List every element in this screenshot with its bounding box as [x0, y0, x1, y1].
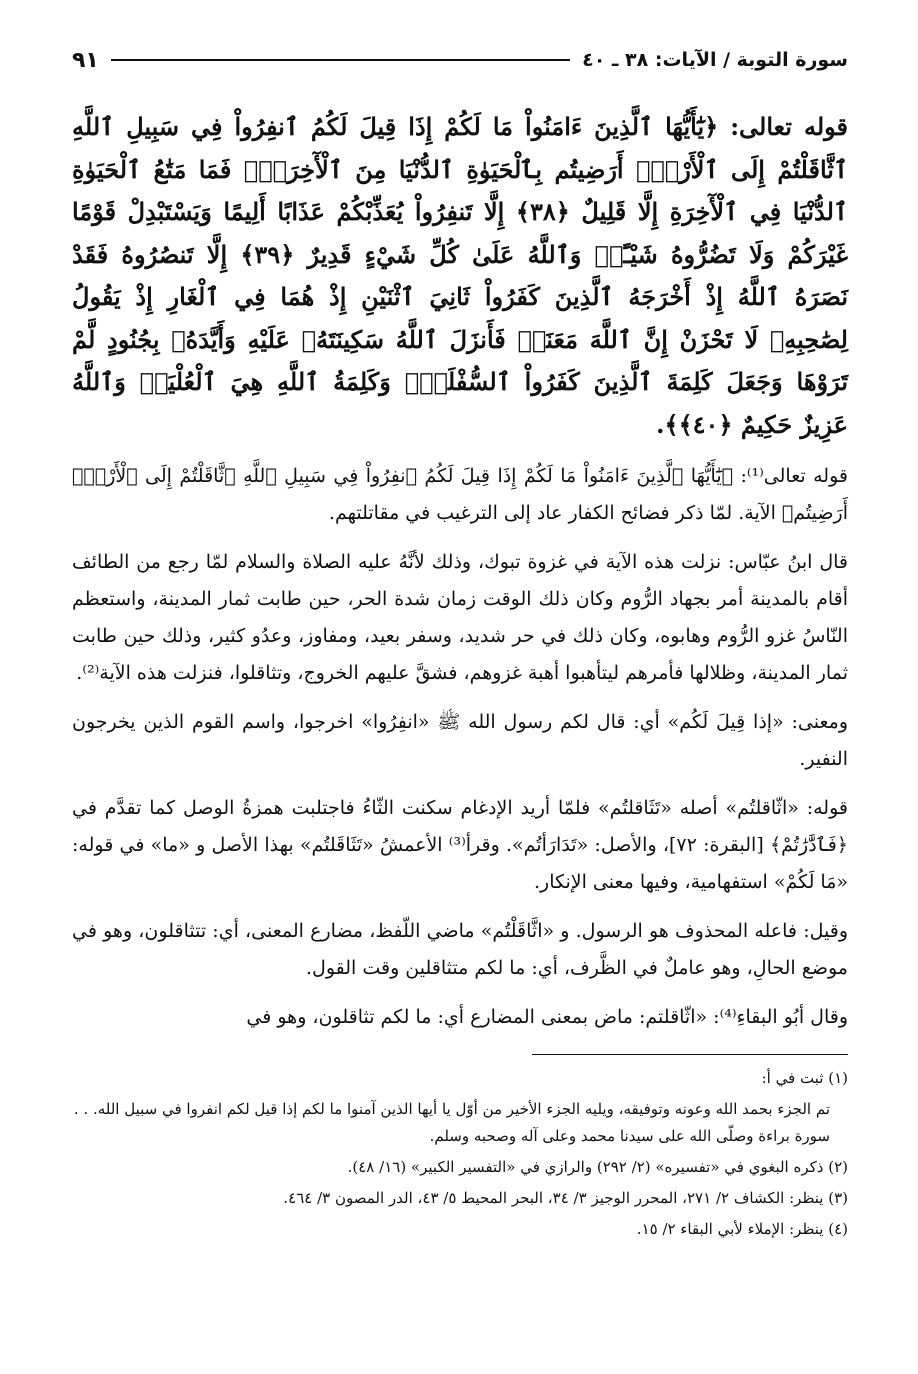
- paragraph: وقيل: فاعله المحذوف هو الرسول. و «اثَّاقَلْتُم» ماضي اللّفظ، مضارع المعنى، أي: تتثاقلون، وهو في موضع الحالِ، وهو عاملٌ في الظَّرف، أي: ما لكم متثاقلين وقت القول.: [72, 920, 848, 979]
- page-number: ٩١: [72, 47, 99, 73]
- footnote-divider: [532, 1054, 848, 1055]
- book-page: [72, 36, 848, 1247]
- surah-title: سورة التوبة / الآيات: ٣٨ ـ ٤٠: [582, 49, 848, 71]
- body-text: [72, 106, 848, 1036]
- footnote: (٢) ذكره البغوي في «تفسيره» (٢/ ٢٩٢) والرازي في «التفسير الكبير» (١٦/ ٤٨).: [347, 1158, 848, 1176]
- header-rule: [111, 59, 570, 61]
- paragraph: قوله: «اثّاقلتُم» أصله «تَثَاقلتُم» فلمّا أريد الإدغام سكنت الثّاءُ فاجتلبت همزةُ الوصل كما تقدَّم في ﴿فَٱدَّٰرَٰتُمْ﴾ [البقرة: ٧٢]، والأصل: «تَدَارَأتُم». وقرأ⁽³⁾ الأعمشُ «تَثَاقَلتُم» بهذا الأصل و «ما» في قوله: «مَا لَكُمْ» استفهامية، وفيها معنى الإنكار.: [72, 797, 849, 893]
- footnote: (٤) ينظر: الإملاء لأبي البقاء ٢/ ١٥.: [636, 1220, 848, 1238]
- paragraph: ومعنى: «إذا قِيلَ لَكُم» أي: قال لكم رسول الله ﷺ «انفِرُوا» اخرجوا، واسم القوم الذين يخرجون النفير.: [72, 711, 849, 770]
- running-header: [72, 36, 848, 84]
- footnote: (١) ثبت في أ:: [761, 1069, 848, 1087]
- footnotes: [72, 1065, 848, 1243]
- footnote-quote: تم الجزء بحمد الله وعونه وتوفيقه، ويليه الجزء الأخير من أوّل يا أيها الذين آمنوا ما لكم إذا قيل لكم انفروا في سبيل الله. . . سورة براءة وصلّى الله على سيدنا محمد وعلى آله وصحبه وسلم.: [73, 1100, 830, 1145]
- paragraph: وقال أبُو البقاءِ⁽⁴⁾: «اثّاقلتم: ماض بمعنى المضارع أي: ما لكم تثاقلون، وهو في: [246, 1006, 848, 1028]
- footnote: (٣) ينظر: الكشاف ٢/ ٢٧١، المحرر الوجيز ٣/ ٣٤، البحر المحيط ٥/ ٤٣، الدر المصون ٣/ ٤٦٤.: [283, 1189, 848, 1207]
- quran-verse-block: قوله تعالى: ﴿يَٰٓأَيُّهَا ٱلَّذِينَ ءَامَنُواْ مَا لَكُمْ إِذَا قِيلَ لَكُمُ ٱنفِرُواْ فِي سَبِيلِ ٱللَّهِ ٱثَّاقَلْتُمْ إِلَى ٱلْأَرْضِۚ أَرَضِيتُم بِٱلْحَيَوٰةِ ٱلدُّنْيَا مِنَ ٱلْأٓخِرَةِۚ فَمَا مَتَٰعُ ٱلْحَيَوٰةِ ٱلدُّنْيَا فِي ٱلْأٓخِرَةِ إِلَّا قَلِيلٌ ﴿٣٨﴾ إِلَّا تَنفِرُواْ يُعَذِّبْكُمْ عَذَابًا أَلِيمًا وَيَسْتَبْدِلْ قَوْمًا غَيْرَكُمْ وَلَا تَضُرُّوهُ شَيْـًٔاۗ وَٱللَّهُ عَلَىٰ كُلِّ شَيْءٍ قَدِيرٌ ﴿٣٩﴾ إِلَّا تَنصُرُوهُ فَقَدْ نَصَرَهُ ٱللَّهُ إِذْ أَخْرَجَهُ ٱلَّذِينَ كَفَرُواْ ثَانِيَ ٱثْنَيْنِ إِذْ هُمَا فِي ٱلْغَارِ إِذْ يَقُولُ لِصَٰحِبِهِۦ لَا تَحْزَنْ إِنَّ ٱللَّهَ مَعَنَاۖ فَأَنزَلَ ٱللَّهُ سَكِينَتَهُۥ عَلَيْهِ وَأَيَّدَهُۥ بِجُنُودٍ لَّمْ تَرَوْهَا وَجَعَلَ كَلِمَةَ ٱلَّذِينَ كَفَرُواْ ٱلسُّفْلَىٰۗ وَكَلِمَةُ ٱللَّهِ هِيَ ٱلْعُلْيَاۗ وَٱللَّهُ عَزِيزٌ حَكِيمٌ ﴿٤٠﴾﴾.: [72, 112, 848, 439]
- paragraph: قوله تعالى⁽¹⁾: ﴿يَٰٓأَيُّهَا ٱلَّذِينَ ءَامَنُواْ مَا لَكُمْ إِذَا قِيلَ لَكُمُ ٱنفِرُواْ فِي سَبِيلِ ٱللَّهِ ٱثَّاقَلْتُمْ إِلَى ٱلْأَرْضِۚ أَرَضِيتُم﴾ الآية. لمّا ذكر فضائح الكفار عاد إلى الترغيب في مقاتلتهم.: [72, 465, 848, 524]
- paragraph: قال ابنُ عبّاس: نزلت هذه الآية في غزوة تبوك، وذلك لأنَّهُ عليه الصلاة والسلام لمّا رجع من الطائف أقام بالمدينة أمر بجهاد الرُّوم وكان ذلك الوقت زمان شدة الحر، حين طابت ثمار المدينة، واستعظم النّاسُ غزو الرُّوم وهابوه، وكان ذلك في حر شديد، وسفر بعيد، ومفاوز، وعدُو كثير، وذلك حين طابت ثمار المدينة، وظلالها فأمرهم ليتأهبوا أهبة غزوهم، فشقَّ عليهم الخروج، وتثاقلوا، فنزلت هذه الآية⁽²⁾.: [72, 551, 848, 684]
